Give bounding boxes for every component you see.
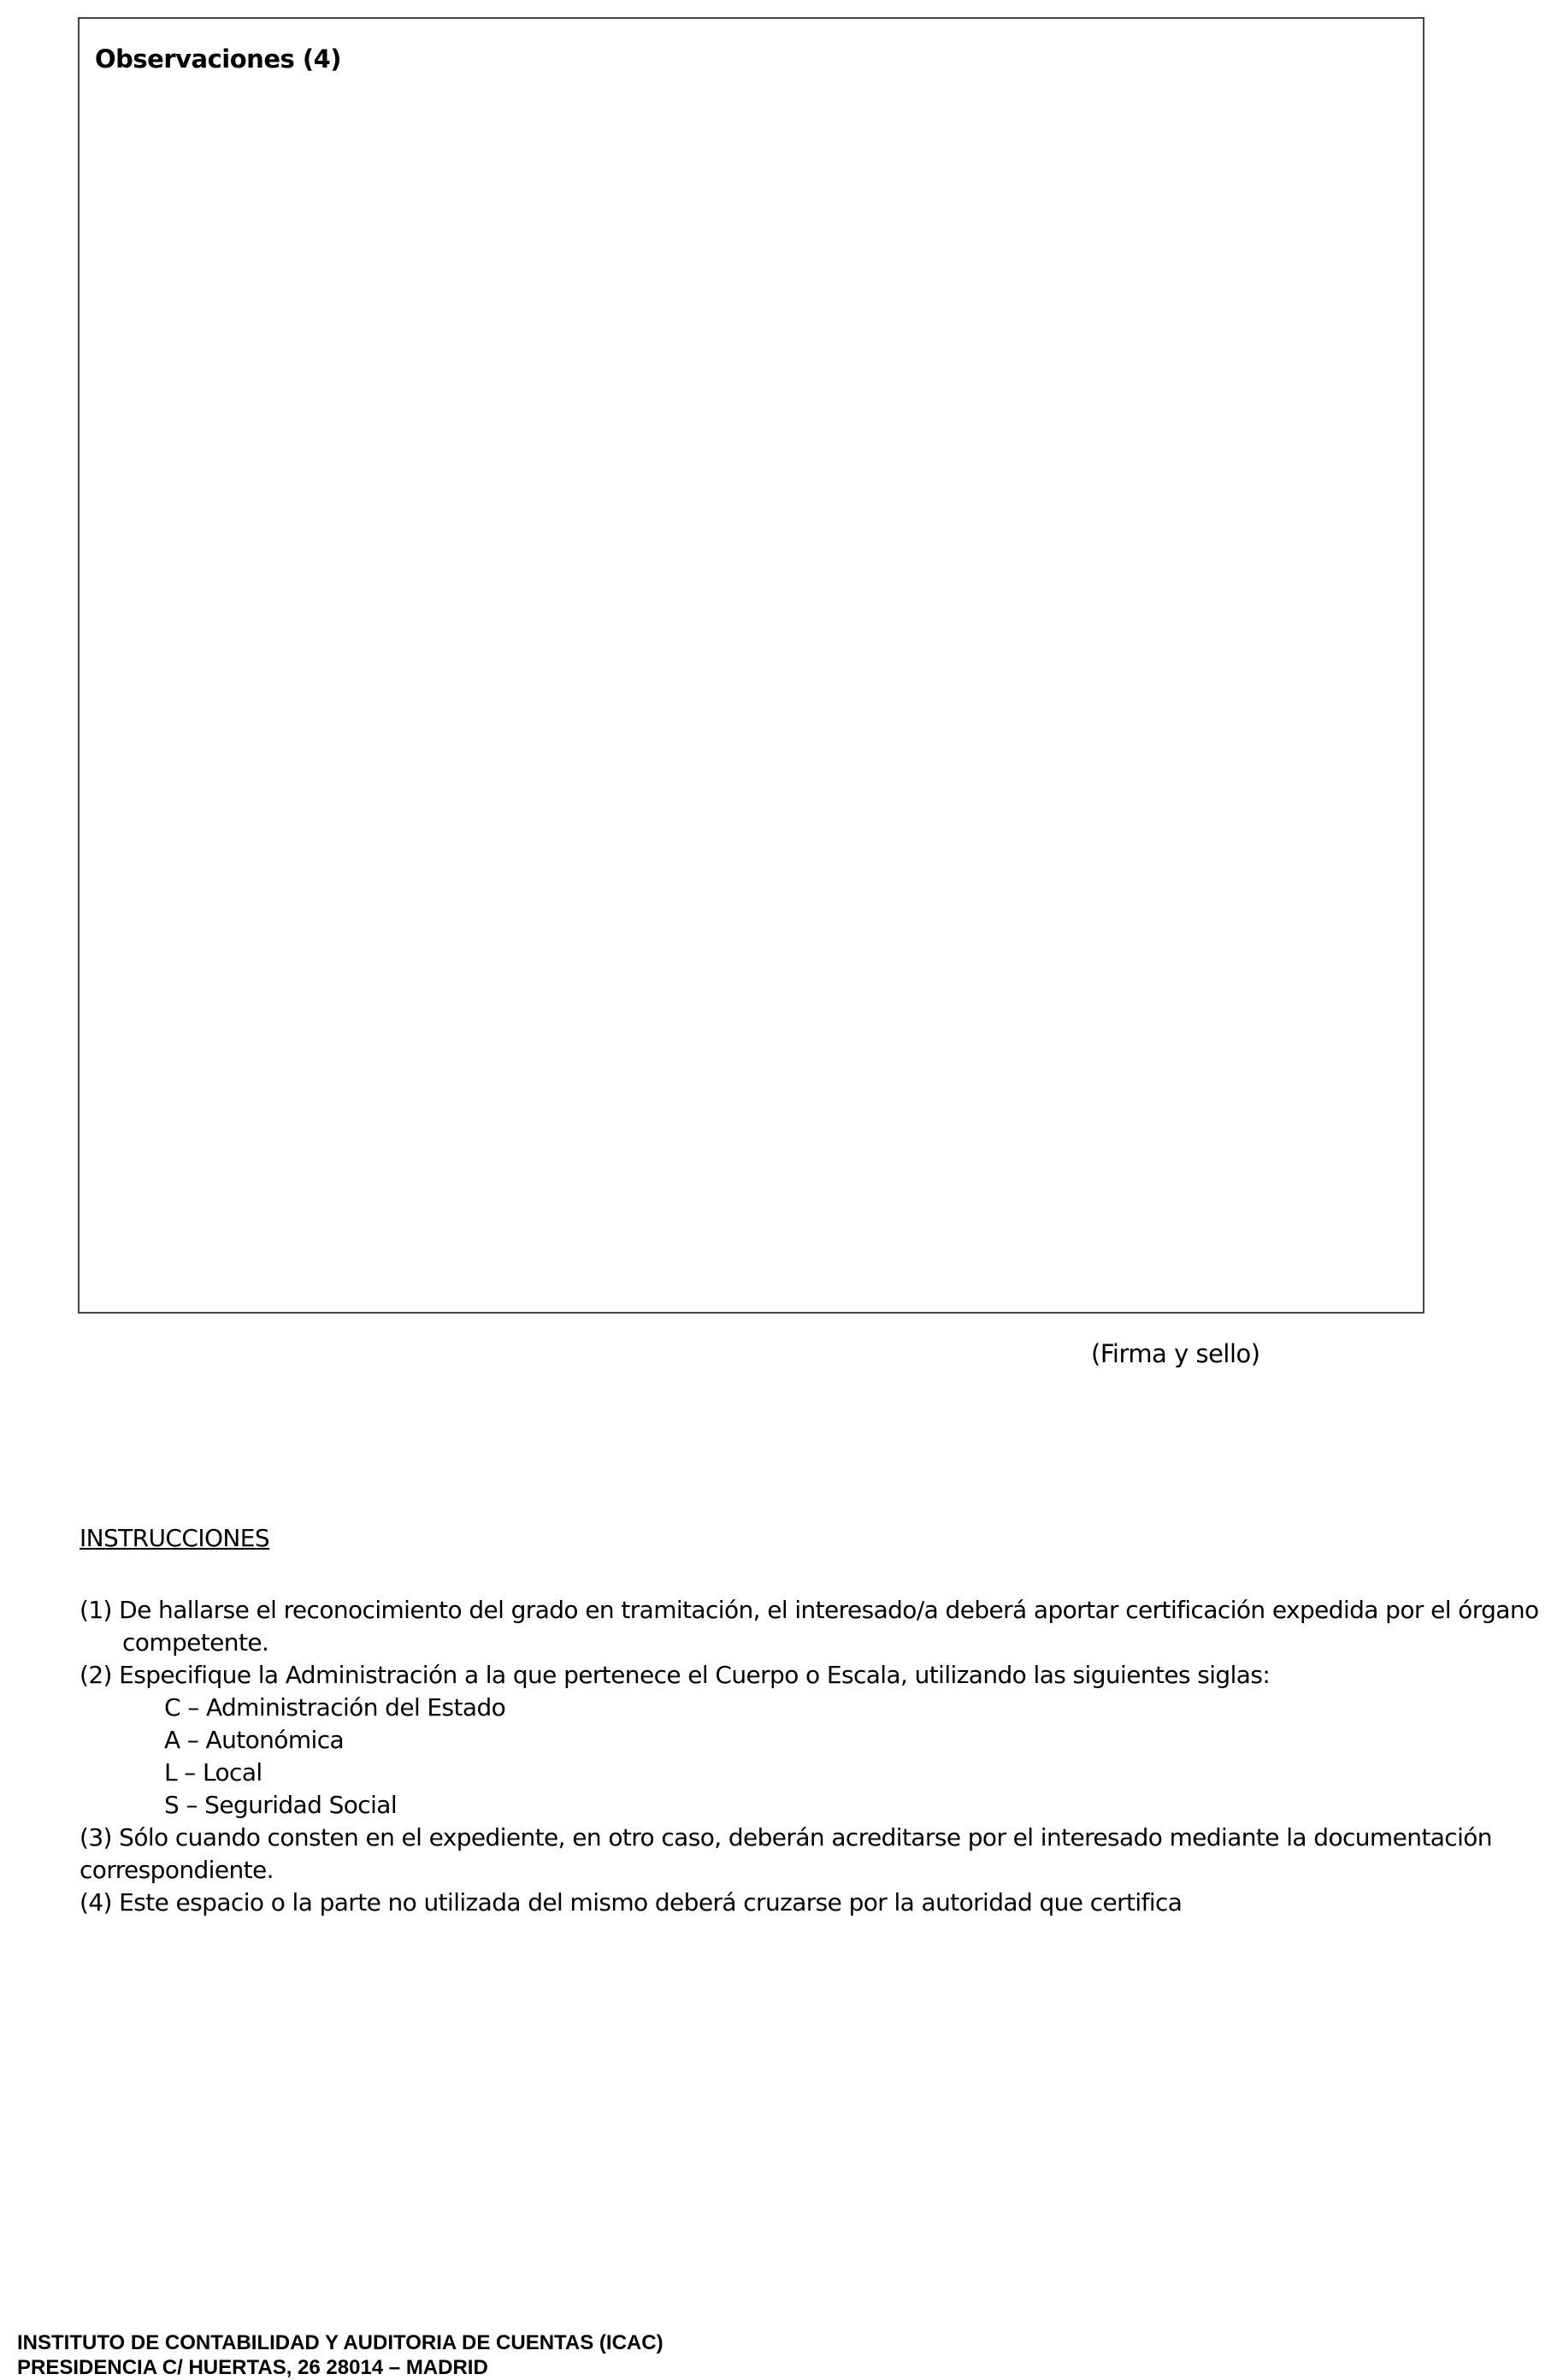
- observations-box[interactable]: [78, 17, 1424, 1314]
- sigla-item: C – Administración del Estado: [164, 1693, 506, 1722]
- observations-title: Observaciones (4): [95, 44, 342, 74]
- instruction-note-2: (2) Especifique la Administración a la que pertenece el Cuerpo o Escala, utilizando las siguientes siglas:: [80, 1661, 1271, 1689]
- instruction-note-1-continuation: competente.: [122, 1628, 269, 1657]
- footer-institution: INSTITUTO DE CONTABILIDAD Y AUDITORIA DE CUENTAS (ICAC): [17, 2331, 664, 2354]
- signature-label: (Firma y sello): [1091, 1339, 1260, 1368]
- footer-address: PRESIDENCIA C/ HUERTAS, 26 28014 – MADRID: [17, 2356, 488, 2379]
- footer: [17, 2330, 664, 2380]
- sigla-item: A – Autonómica: [164, 1726, 345, 1754]
- sigla-item: L – Local: [164, 1758, 262, 1786]
- instructions-section: [80, 1522, 1539, 1919]
- instruction-note-1: (1) De hallarse el reconocimiento del grado en tramitación, el interesado/a deberá aportar certificación expedida por el órgano: [80, 1596, 1539, 1624]
- instructions-heading: INSTRUCCIONES: [80, 1524, 270, 1552]
- instruction-note-3-continuation: correspondiente.: [80, 1856, 274, 1884]
- sigla-item: S – Seguridad Social: [164, 1791, 398, 1819]
- instruction-note-4: (4) Este espacio o la parte no utilizada del mismo deberá cruzarse por la autoridad que certifica: [80, 1888, 1183, 1916]
- instruction-note-3: (3) Sólo cuando consten en el expediente, en otro caso, deberán acreditarse por el interesado mediante la documentación: [80, 1823, 1492, 1851]
